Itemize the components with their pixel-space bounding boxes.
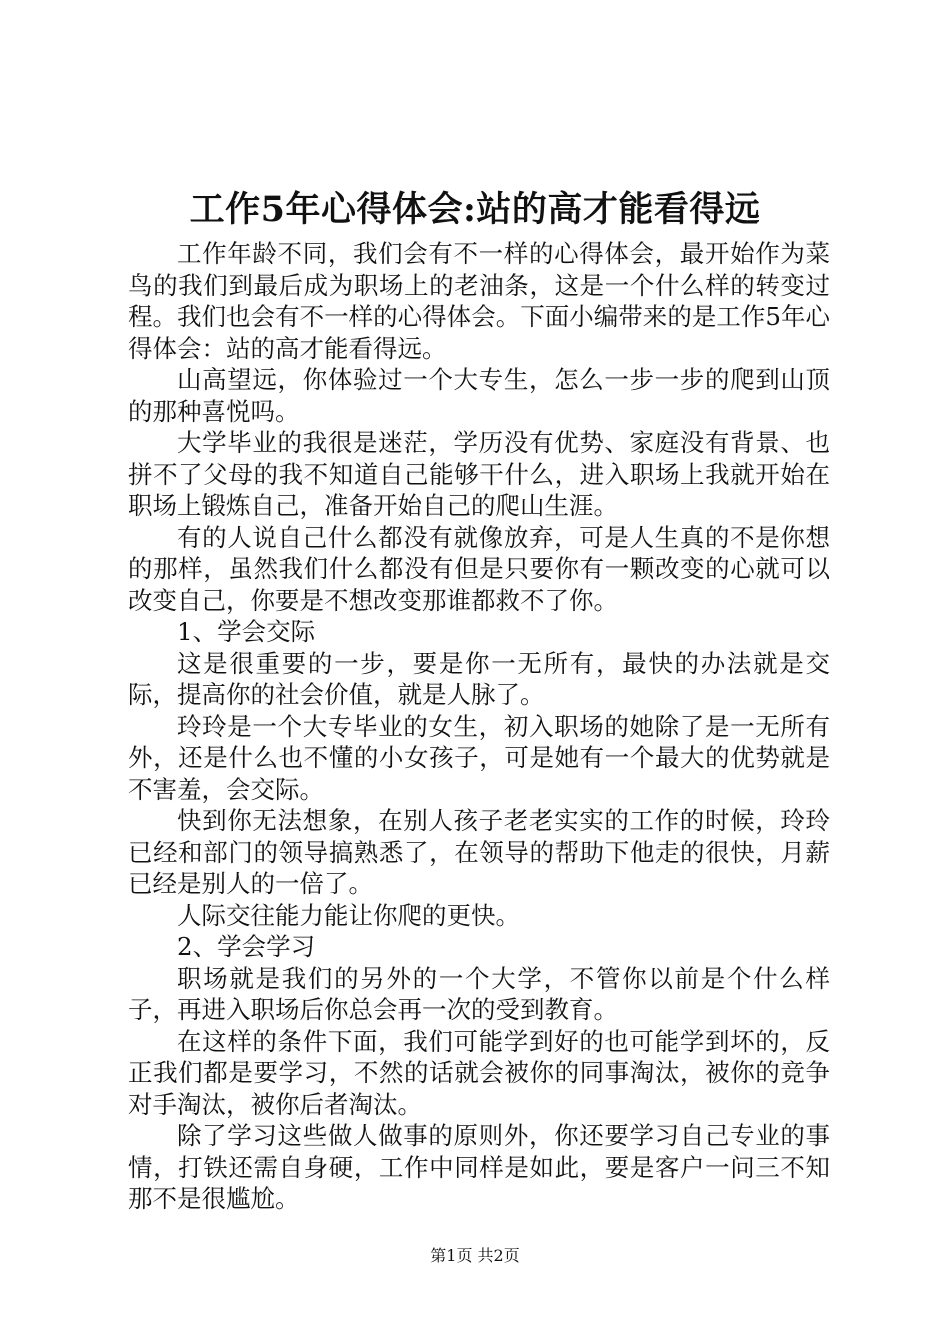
section-heading: 2、学会学习	[177, 932, 316, 961]
document-title: 工作5年心得体会:站的高才能看得远	[189, 189, 761, 230]
paragraph: 山高望远，你体验过一个大专生，怎么一步一步的爬到山顶的那种喜悦吗。	[128, 365, 830, 426]
paragraph: 有的人说自己什么都没有就像放弃，可是人生真的不是你想的那样，虽然我们什么都没有但是只要你有一颗改变的心就可以改变自己，你要是不想改变那谁都救不了你。	[128, 522, 830, 615]
paragraph-intro: 工作年龄不同，我们会有不一样的心得体会，最开始作为菜鸟的我们到最后成为职场上的老油条，这是一个什么样的转变过程。我们也会有不一样的心得体会。下面小编带来的是工作5年心得体会：站的高才能看得远。	[128, 239, 830, 363]
paragraph: 人际交往能力能让你爬的更快。	[177, 900, 520, 930]
section-heading: 1、学会交际	[177, 617, 316, 646]
paragraph: 玲玲是一个大专毕业的女生，初入职场的她除了是一无所有外，还是什么也不懂的小女孩子，可是她有一个最大的优势就是不害羞，会交际。	[128, 711, 830, 804]
paragraph: 大学毕业的我很是迷茫，学历没有优势、家庭没有背景、也拼不了父母的我不知道自己能够干什么，进入职场上我就开始在职场上锻炼自己，准备开始自己的爬山生涯。	[128, 428, 830, 520]
paragraph: 快到你无法想象，在别人孩子老老实实的工作的时候，玲玲已经和部门的领导搞熟悉了，在领导的帮助下他走的很快，月薪已经是别人的一倍了。	[128, 806, 830, 898]
paragraph: 职场就是我们的另外的一个大学，不管你以前是个什么样子，再进入职场后你总会再一次的受到教育。	[128, 963, 830, 1024]
paragraph: 这是很重要的一步，要是你一无所有，最快的办法就是交际，提高你的社会价值，就是人脉了。	[128, 648, 830, 709]
paragraph: 除了学习这些做人做事的原则外，你还要学习自己专业的事情，打铁还需自身硬，工作中同样是如此，要是客户一问三不知那不是很尴尬。	[128, 1121, 830, 1213]
page-number-footer: 第1页 共2页	[430, 1246, 520, 1265]
paragraph: 在这样的条件下面，我们可能学到好的也可能学到坏的，反正我们都是要学习，不然的话就会被你的同事淘汰，被你的竞争对手淘汰，被你后者淘汰。	[128, 1026, 830, 1119]
document-body	[128, 238, 830, 1215]
